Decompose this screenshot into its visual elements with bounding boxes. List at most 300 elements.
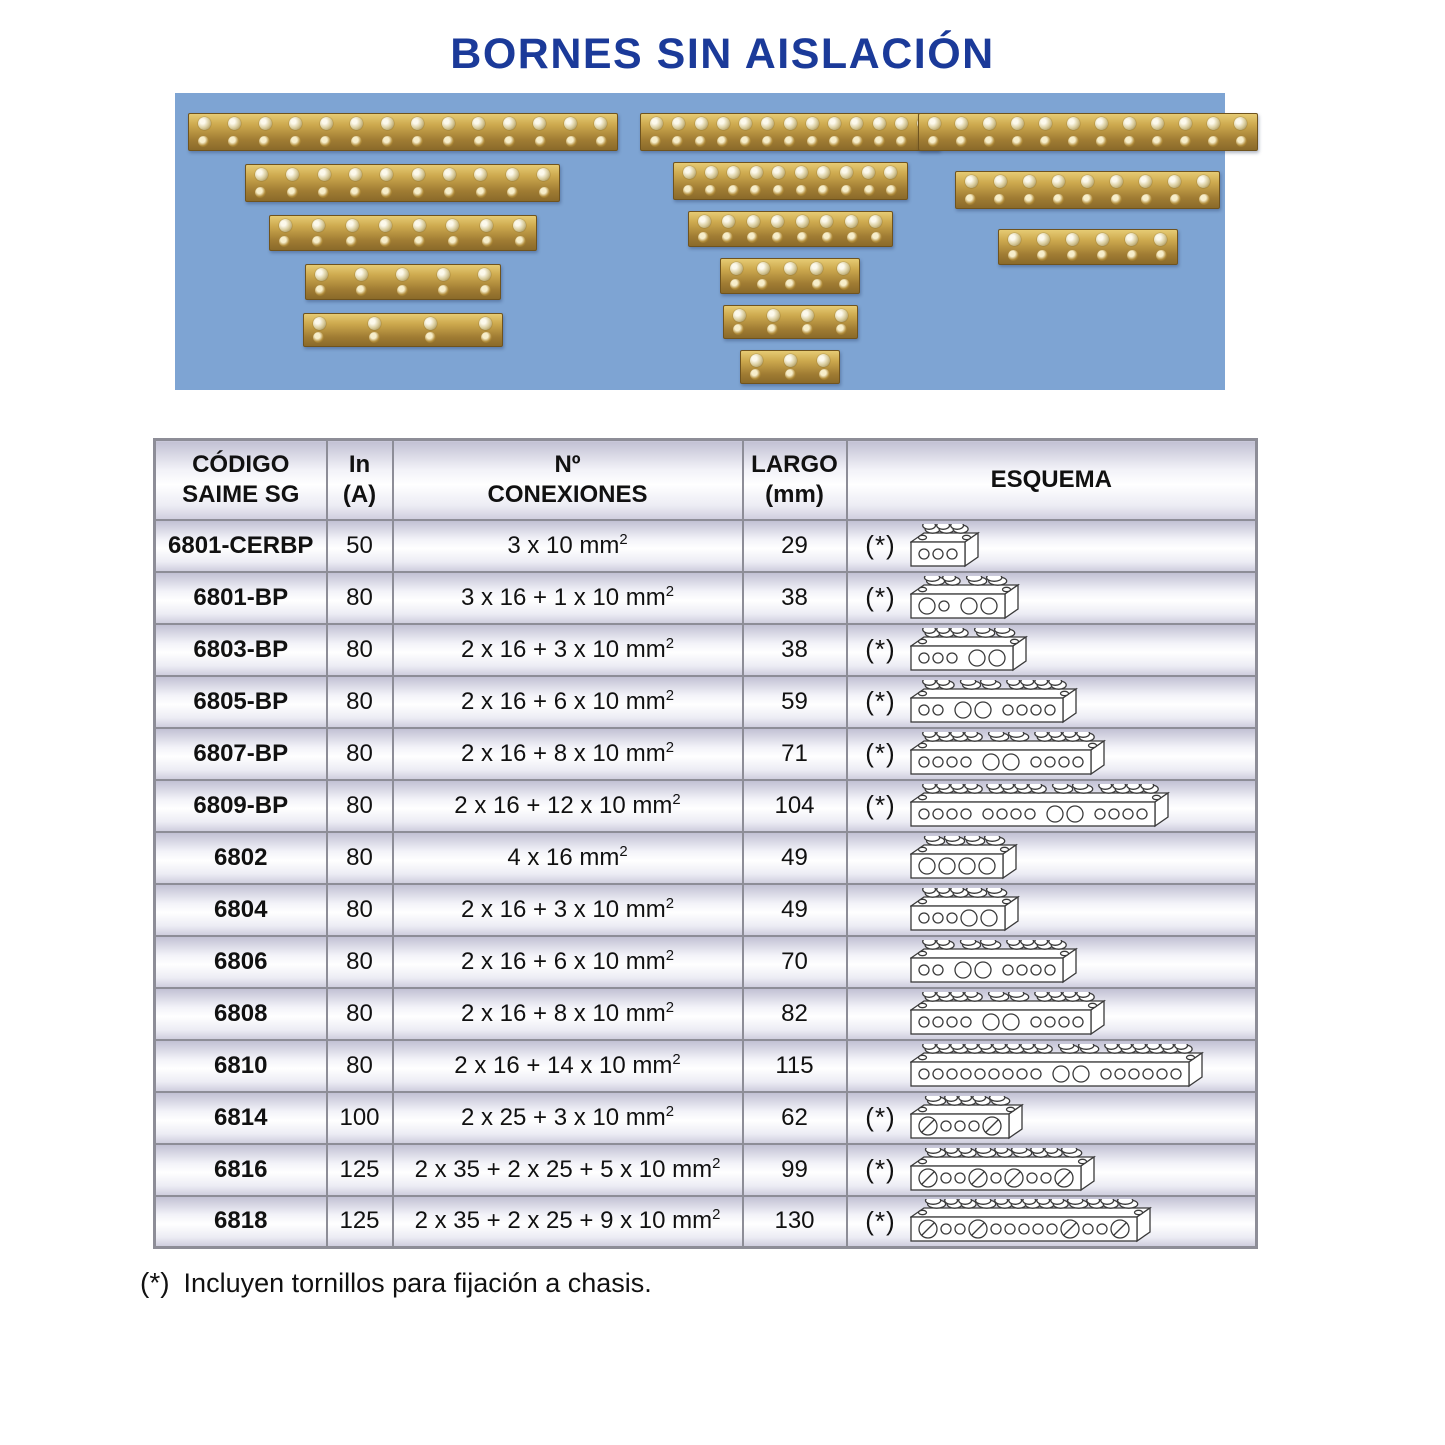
screw-head — [1125, 233, 1138, 246]
screw-head — [750, 354, 763, 367]
wire-hole — [818, 185, 829, 196]
col-header-esquema — [847, 440, 1257, 520]
terminal-bar — [740, 350, 840, 384]
screw-head — [315, 268, 328, 281]
cell-esquema — [847, 936, 1257, 988]
wire-hole — [717, 136, 728, 147]
cell-codigo: 6807-BP — [155, 728, 327, 780]
terminal-bar — [303, 313, 503, 347]
screw-head — [698, 215, 711, 228]
wire-hole — [886, 185, 897, 196]
screw-head — [259, 117, 272, 130]
wire-hole — [836, 324, 847, 335]
esquema-drawing — [910, 576, 1020, 620]
esquema-holder — [910, 732, 1106, 776]
esquema-wrap — [852, 836, 1252, 880]
esquema-wrap — [852, 992, 1252, 1036]
wire-hole — [864, 185, 875, 196]
superscript-2: 2 — [665, 739, 675, 756]
superscript-2: 2 — [665, 583, 675, 600]
cell-codigo: 6802 — [155, 832, 327, 884]
screw-head — [513, 219, 526, 232]
screw-head — [1234, 117, 1247, 130]
wire-hole — [369, 332, 380, 343]
header-line: ESQUEMA — [990, 465, 1112, 493]
cell-codigo: 6803-BP — [155, 624, 327, 676]
wire-hole — [1208, 136, 1219, 147]
cell-conexiones — [393, 1092, 743, 1144]
esquema-wrap — [852, 576, 1252, 620]
screw-head — [1039, 117, 1052, 130]
table-row — [155, 1144, 1257, 1196]
screw-head — [279, 219, 292, 232]
photo-group — [175, 93, 630, 347]
screw-head — [424, 317, 437, 330]
superscript-2: 2 — [672, 791, 681, 808]
wire-hole — [757, 279, 768, 290]
col-header-codigo — [155, 440, 327, 520]
screw-head — [506, 168, 519, 181]
superscript-2: 2 — [665, 895, 675, 912]
cell-esquema — [847, 832, 1257, 884]
cell-largo: 104 — [743, 780, 847, 832]
asterisk-mark: (*) — [865, 738, 896, 768]
screw-head — [228, 117, 241, 130]
screw-head — [705, 166, 718, 179]
screw-head — [994, 175, 1007, 188]
wire-hole — [785, 279, 796, 290]
screw-row — [198, 117, 608, 130]
cell-largo: 71 — [743, 728, 847, 780]
conexiones-text: 3 x 10 mm — [507, 531, 620, 559]
wire-hole — [767, 324, 778, 335]
esquema-holder — [910, 576, 1020, 620]
superscript-2: 2 — [665, 1103, 675, 1120]
wire-hole — [381, 187, 392, 198]
cell-codigo: 6814 — [155, 1092, 327, 1144]
wire-hole — [871, 232, 882, 243]
cell-largo: 99 — [743, 1144, 847, 1196]
screw-head — [442, 117, 455, 130]
screw-head — [437, 268, 450, 281]
wire-hole — [444, 187, 455, 198]
screw-head — [1151, 117, 1164, 130]
wire-hole — [695, 136, 706, 147]
hole-row — [313, 332, 493, 343]
hole-row — [928, 136, 1248, 147]
cell-conexiones — [393, 572, 743, 624]
screw-row — [965, 175, 1210, 188]
screw-head — [717, 117, 730, 130]
screw-row — [683, 166, 898, 179]
cell-largo: 115 — [743, 1040, 847, 1092]
screw-head — [837, 262, 850, 275]
screw-head — [1081, 175, 1094, 188]
screw-row — [279, 219, 527, 232]
table-row — [155, 520, 1257, 572]
wire-hole — [315, 285, 326, 296]
esquema-holder — [910, 524, 980, 568]
screw-row — [698, 215, 883, 228]
cell-esquema — [847, 728, 1257, 780]
screw-head — [320, 117, 333, 130]
cell-conexiones — [393, 1196, 743, 1248]
screw-head — [1197, 175, 1210, 188]
hole-row — [255, 187, 550, 198]
esquema-holder — [910, 1044, 1204, 1088]
wire-hole — [747, 232, 758, 243]
terminal-bar — [640, 113, 940, 151]
screw-head — [380, 168, 393, 181]
conexiones-text: 2 x 16 + 14 x 10 mm — [454, 1051, 673, 1079]
wire-hole — [728, 185, 739, 196]
cell-esquema — [847, 1040, 1257, 1092]
asterisk-mark: (*) — [865, 530, 896, 560]
screw-head — [346, 219, 359, 232]
screw-row — [733, 309, 848, 322]
esquema-drawing — [910, 732, 1106, 776]
esquema-wrap — [852, 784, 1252, 828]
superscript-2: 2 — [712, 1155, 721, 1172]
superscript-2: 2 — [665, 687, 675, 704]
screw-row — [928, 117, 1248, 130]
wire-hole — [1037, 250, 1048, 261]
asterisk-mark: (*) — [865, 1102, 896, 1132]
cell-in-a: 100 — [327, 1092, 393, 1144]
esquema-holder — [910, 680, 1078, 724]
cell-largo: 82 — [743, 988, 847, 1040]
screw-head — [850, 117, 863, 130]
wire-hole — [797, 232, 808, 243]
screw-head — [594, 117, 607, 130]
screw-head — [873, 117, 886, 130]
screw-head — [727, 166, 740, 179]
screw-head — [817, 166, 830, 179]
wire-hole — [852, 136, 863, 147]
wire-hole — [425, 332, 436, 343]
conexiones-text: 2 x 16 + 12 x 10 mm — [454, 791, 673, 819]
esquema-wrap — [852, 1148, 1252, 1192]
esquema-drawing — [910, 1096, 1024, 1140]
screw-head — [255, 168, 268, 181]
header-line: CÓDIGO — [192, 450, 290, 478]
wire-hole — [896, 136, 907, 147]
wire-hole — [515, 236, 526, 247]
cell-esquema — [847, 1092, 1257, 1144]
page-title: BORNES SIN AISLACIÓN — [450, 30, 995, 78]
wire-hole — [1141, 194, 1152, 205]
screw-head — [965, 175, 978, 188]
screw-head — [286, 168, 299, 181]
wire-hole — [350, 187, 361, 198]
header-line: Nº — [554, 450, 581, 478]
screw-head — [472, 117, 485, 130]
terminal-bar — [955, 171, 1220, 209]
esquema-drawing — [910, 1044, 1204, 1088]
cell-largo: 49 — [743, 832, 847, 884]
screw-head — [840, 166, 853, 179]
hole-row — [730, 279, 850, 290]
screw-head — [350, 117, 363, 130]
wire-hole — [784, 136, 795, 147]
wire-hole — [740, 136, 751, 147]
screw-head — [1095, 117, 1108, 130]
cell-codigo: 6806 — [155, 936, 327, 988]
cell-conexiones — [393, 676, 743, 728]
screw-head — [884, 166, 897, 179]
cell-esquema — [847, 988, 1257, 1040]
table-row — [155, 1196, 1257, 1248]
wire-hole — [730, 279, 741, 290]
screw-head — [1123, 117, 1136, 130]
wire-hole — [928, 136, 939, 147]
wire-hole — [481, 332, 492, 343]
esquema-wrap — [852, 940, 1252, 984]
conexiones-text: 2 x 16 + 3 x 10 mm — [460, 895, 666, 923]
screw-head — [396, 268, 409, 281]
table-row — [155, 884, 1257, 936]
screw-head — [368, 317, 381, 330]
cell-esquema — [847, 884, 1257, 936]
screw-head — [733, 309, 746, 322]
esquema-holder — [910, 992, 1106, 1036]
cell-esquema — [847, 572, 1257, 624]
screw-head — [411, 117, 424, 130]
asterisk-mark: (*) — [865, 582, 896, 612]
screw-head — [895, 117, 908, 130]
wire-hole — [382, 136, 393, 147]
wire-hole — [1152, 136, 1163, 147]
cell-codigo: 6801-CERBP — [155, 520, 327, 572]
screw-head — [722, 215, 735, 228]
wire-hole — [1053, 194, 1064, 205]
hole-row — [650, 136, 930, 147]
screw-row — [1008, 233, 1168, 246]
esquema-drawing — [910, 524, 980, 568]
screw-head — [650, 117, 663, 130]
screw-row — [650, 117, 930, 130]
screw-head — [355, 268, 368, 281]
screw-head — [862, 166, 875, 179]
cell-in-a: 80 — [327, 676, 393, 728]
cell-codigo: 6805-BP — [155, 676, 327, 728]
cell-codigo: 6808 — [155, 988, 327, 1040]
screw-head — [1023, 175, 1036, 188]
screw-head — [1011, 117, 1024, 130]
wire-hole — [1068, 136, 1079, 147]
wire-hole — [762, 136, 773, 147]
wire-hole — [683, 185, 694, 196]
screw-head — [446, 219, 459, 232]
screw-head — [955, 117, 968, 130]
hole-row — [698, 232, 883, 243]
superscript-2: 2 — [712, 1207, 721, 1224]
wire-hole — [705, 185, 716, 196]
hole-row — [683, 185, 898, 196]
screw-head — [478, 268, 491, 281]
esquema-wrap — [852, 732, 1252, 776]
screw-head — [349, 168, 362, 181]
footnote — [140, 1267, 1445, 1299]
table-row — [155, 1040, 1257, 1092]
screw-row — [730, 262, 850, 275]
asterisk-mark: (*) — [865, 790, 896, 820]
cell-largo: 29 — [743, 520, 847, 572]
wire-hole — [1111, 194, 1122, 205]
terminal-bar — [245, 164, 560, 202]
wire-hole — [312, 236, 323, 247]
terminal-bar — [723, 305, 858, 339]
table-header-row — [155, 440, 1257, 520]
spec-table — [153, 438, 1258, 1249]
wire-hole — [397, 285, 408, 296]
esquema-drawing — [910, 992, 1106, 1036]
esquema-holder — [910, 1148, 1096, 1192]
wire-hole — [504, 136, 515, 147]
screw-head — [845, 215, 858, 228]
screw-head — [1052, 175, 1065, 188]
wire-hole — [822, 232, 833, 243]
superscript-2: 2 — [665, 999, 675, 1016]
screw-head — [772, 166, 785, 179]
screw-head — [757, 262, 770, 275]
footnote-asterisk: (*) — [140, 1267, 170, 1298]
photo-group — [630, 93, 950, 384]
wire-hole — [346, 236, 357, 247]
wire-hole — [650, 136, 661, 147]
screw-head — [750, 166, 763, 179]
cell-in-a: 80 — [327, 988, 393, 1040]
header-line: LARGO — [751, 450, 838, 478]
hole-row — [1008, 250, 1168, 261]
screw-head — [771, 215, 784, 228]
product-photo — [175, 93, 1225, 390]
wire-hole — [807, 136, 818, 147]
table-row — [155, 832, 1257, 884]
cell-in-a: 80 — [327, 884, 393, 936]
photo-group — [950, 93, 1225, 265]
table-row — [155, 936, 1257, 988]
cell-esquema — [847, 1196, 1257, 1248]
superscript-2: 2 — [619, 531, 628, 548]
screw-head — [412, 168, 425, 181]
hole-row — [965, 194, 1210, 205]
superscript-2: 2 — [672, 1051, 681, 1068]
esquema-drawing — [910, 888, 1020, 932]
table-row — [155, 624, 1257, 676]
wire-hole — [965, 194, 976, 205]
col-header-largo — [743, 440, 847, 520]
asterisk-mark: (*) — [865, 1154, 896, 1184]
cell-esquema — [847, 520, 1257, 572]
table-row — [155, 728, 1257, 780]
esquema-holder — [910, 784, 1170, 828]
cell-conexiones — [393, 624, 743, 676]
conexiones-text: 2 x 16 + 6 x 10 mm — [460, 947, 666, 975]
table-row — [155, 676, 1257, 728]
screw-head — [313, 317, 326, 330]
screw-head — [695, 117, 708, 130]
asterisk-mark: (*) — [865, 1205, 896, 1236]
screw-head — [564, 117, 577, 130]
wire-hole — [839, 279, 850, 290]
screw-head — [479, 317, 492, 330]
wire-hole — [1199, 194, 1210, 205]
wire-hole — [1097, 250, 1108, 261]
cell-conexiones — [393, 728, 743, 780]
asterisk-mark: (*) — [865, 686, 896, 716]
screw-head — [828, 117, 841, 130]
cell-in-a: 80 — [327, 936, 393, 988]
conexiones-text: 2 x 16 + 8 x 10 mm — [460, 999, 666, 1027]
wire-hole — [1124, 136, 1135, 147]
cell-esquema — [847, 624, 1257, 676]
wire-hole — [566, 136, 577, 147]
wire-hole — [1156, 250, 1167, 261]
conexiones-text: 2 x 35 + 2 x 25 + 9 x 10 mm — [414, 1207, 713, 1235]
screw-head — [983, 117, 996, 130]
esquema-holder — [910, 940, 1078, 984]
header-line: (A) — [342, 480, 377, 508]
esquema-drawing — [910, 940, 1078, 984]
screw-head — [1154, 233, 1167, 246]
esquema-drawing — [910, 628, 1028, 672]
wire-hole — [482, 236, 493, 247]
terminal-bar — [720, 258, 860, 294]
esquema-holder — [910, 628, 1028, 672]
wire-hole — [313, 332, 324, 343]
wire-hole — [1236, 136, 1247, 147]
wire-hole — [847, 232, 858, 243]
wire-hole — [819, 369, 830, 380]
screw-head — [683, 166, 696, 179]
asterisk-mark: (*) — [865, 634, 896, 664]
superscript-2: 2 — [665, 947, 675, 964]
wire-hole — [1082, 194, 1093, 205]
screw-head — [928, 117, 941, 130]
cell-largo: 130 — [743, 1196, 847, 1248]
wire-hole — [259, 136, 270, 147]
hole-row — [198, 136, 608, 147]
esquema-drawing — [910, 680, 1078, 724]
wire-hole — [802, 324, 813, 335]
cell-largo: 59 — [743, 676, 847, 728]
header-line: In — [348, 450, 371, 478]
cell-conexiones — [393, 936, 743, 988]
wire-hole — [474, 136, 485, 147]
wire-hole — [414, 236, 425, 247]
screw-head — [1168, 175, 1181, 188]
cell-conexiones — [393, 1040, 743, 1092]
esquema-holder — [910, 1199, 1152, 1243]
wire-hole — [443, 136, 454, 147]
screw-head — [379, 219, 392, 232]
cell-conexiones — [393, 1144, 743, 1196]
wire-hole — [198, 136, 209, 147]
cell-largo: 49 — [743, 884, 847, 936]
cell-codigo: 6810 — [155, 1040, 327, 1092]
wire-hole — [772, 232, 783, 243]
screw-head — [784, 262, 797, 275]
wire-hole — [841, 185, 852, 196]
wire-hole — [1040, 136, 1051, 147]
cell-in-a: 80 — [327, 780, 393, 832]
esquema-drawing — [910, 1148, 1096, 1192]
screw-row — [255, 168, 550, 181]
wire-hole — [535, 136, 546, 147]
hole-row — [279, 236, 527, 247]
screw-head — [537, 168, 550, 181]
